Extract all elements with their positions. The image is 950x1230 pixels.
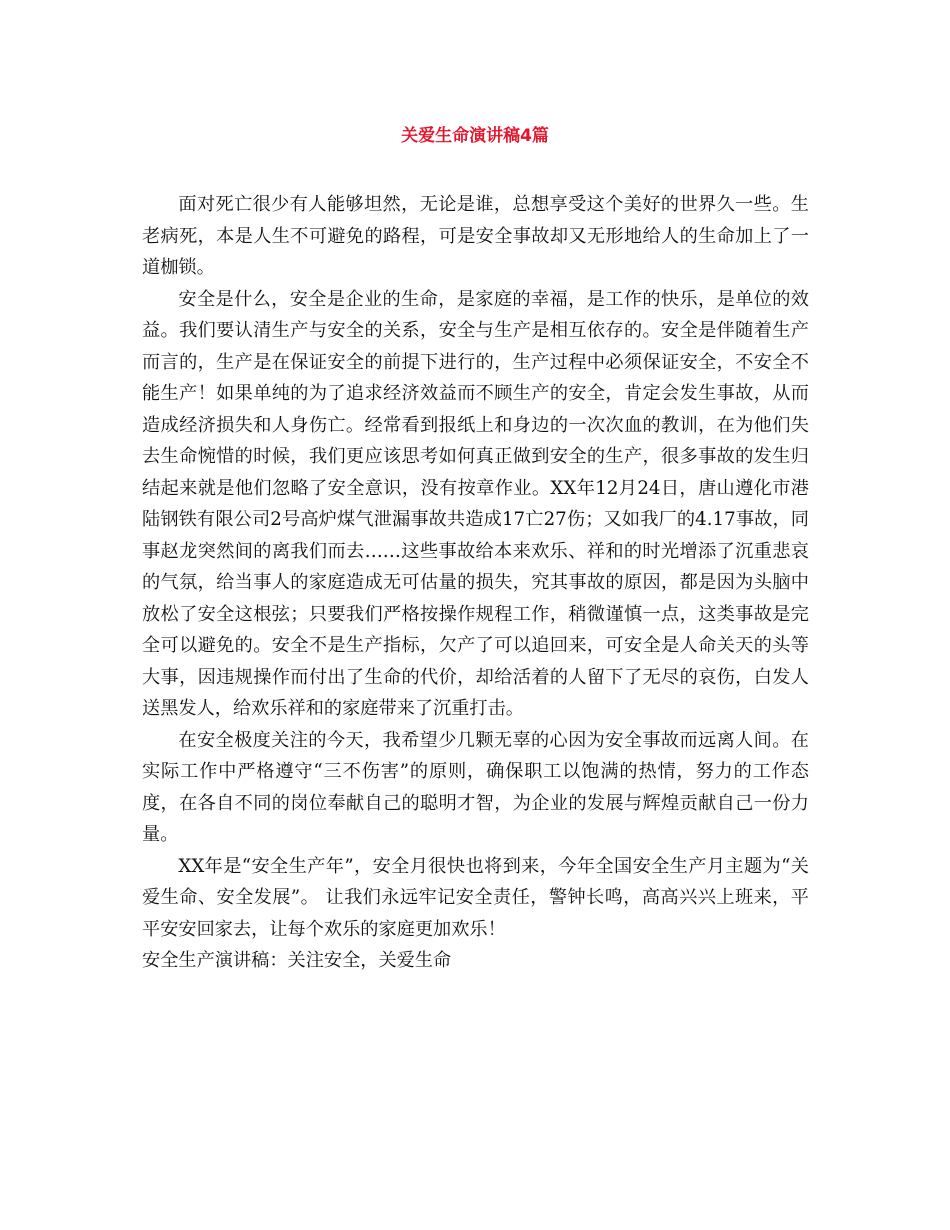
paragraph-2: 安全是什么，安全是企业的生命，是家庭的幸福，是工作的快乐，是单位的效益。我们要认清生产与安全的关系，安全与生产是相互依存的。安全是伴随着生产而言的，生产是在保证安全的前提下进行的，生产过程中必须保证安全，不安全不能生产！如果单纯的为了追求经济效益而不顾生产的安全，肯定会发生事故，从而造成经济损失和人身伤亡。经常看到报纸上和身边的一次次血的教训，在为他们失去生命惋惜的时候，我们更应该思考如何真正做到安全的生产，很多事故的发生归结起来就是他们忽略了安全意识，没有按章作业。XX年12月24日，唐山遵化市港陆钢铁有限公司2号高炉煤气泄漏事故共造成17亡27伤；又如我厂的4.17事故，同事赵龙突然间的离我们而去……这些事故给本来欢乐、祥和的时光增添了沉重悲哀的气氛，给当事人的家庭造成无可估量的损失，究其事故的原因，都是因为头脑中放松了安全这根弦；只要我们严格按操作规程工作，稍微谨慎一点，这类事故是完全可以避免的。安全不是生产指标，欠产了可以追回来，可安全是人命关天的头等大事，因违规操作而付出了生命的代价，却给活着的人留下了无尽的哀伤，白发人送黑发人，给欢乐祥和的家庭带来了沉重打击。 (142, 288, 809, 719)
document-body (142, 189, 809, 977)
section-subheading: 安全生产演讲稿：关注安全，关爱生命 (142, 950, 452, 971)
document-title: 关爱生命演讲稿4篇 (401, 126, 549, 146)
paragraph-4: XX年是“安全生产年”，安全月很快也将到来，今年全国安全生产月主题为“关爱生命、安全发展”。 让我们永远牢记安全责任，警钟长鸣，高高兴兴上班来，平平安安回家去，让每个欢乐的家庭更加欢乐！ (142, 855, 809, 940)
paragraph-1: 面对死亡很少有人能够坦然，无论是谁，总想享受这个美好的世界久一些。生老病死，本是人生不可避免的路程，可是安全事故却又无形地给人的生命加上了一道枷锁。 (142, 194, 809, 278)
paragraph-3: 在安全极度关注的今天，我希望少几颗无辜的心因为安全事故而远离人间。在实际工作中严格遵守“三不伤害”的原则，确保职工以饱满的热情，努力的工作态度，在各自不同的岗位奉献自己的聪明才智，为企业的发展与辉煌贡献自己一份力量。 (142, 729, 809, 845)
